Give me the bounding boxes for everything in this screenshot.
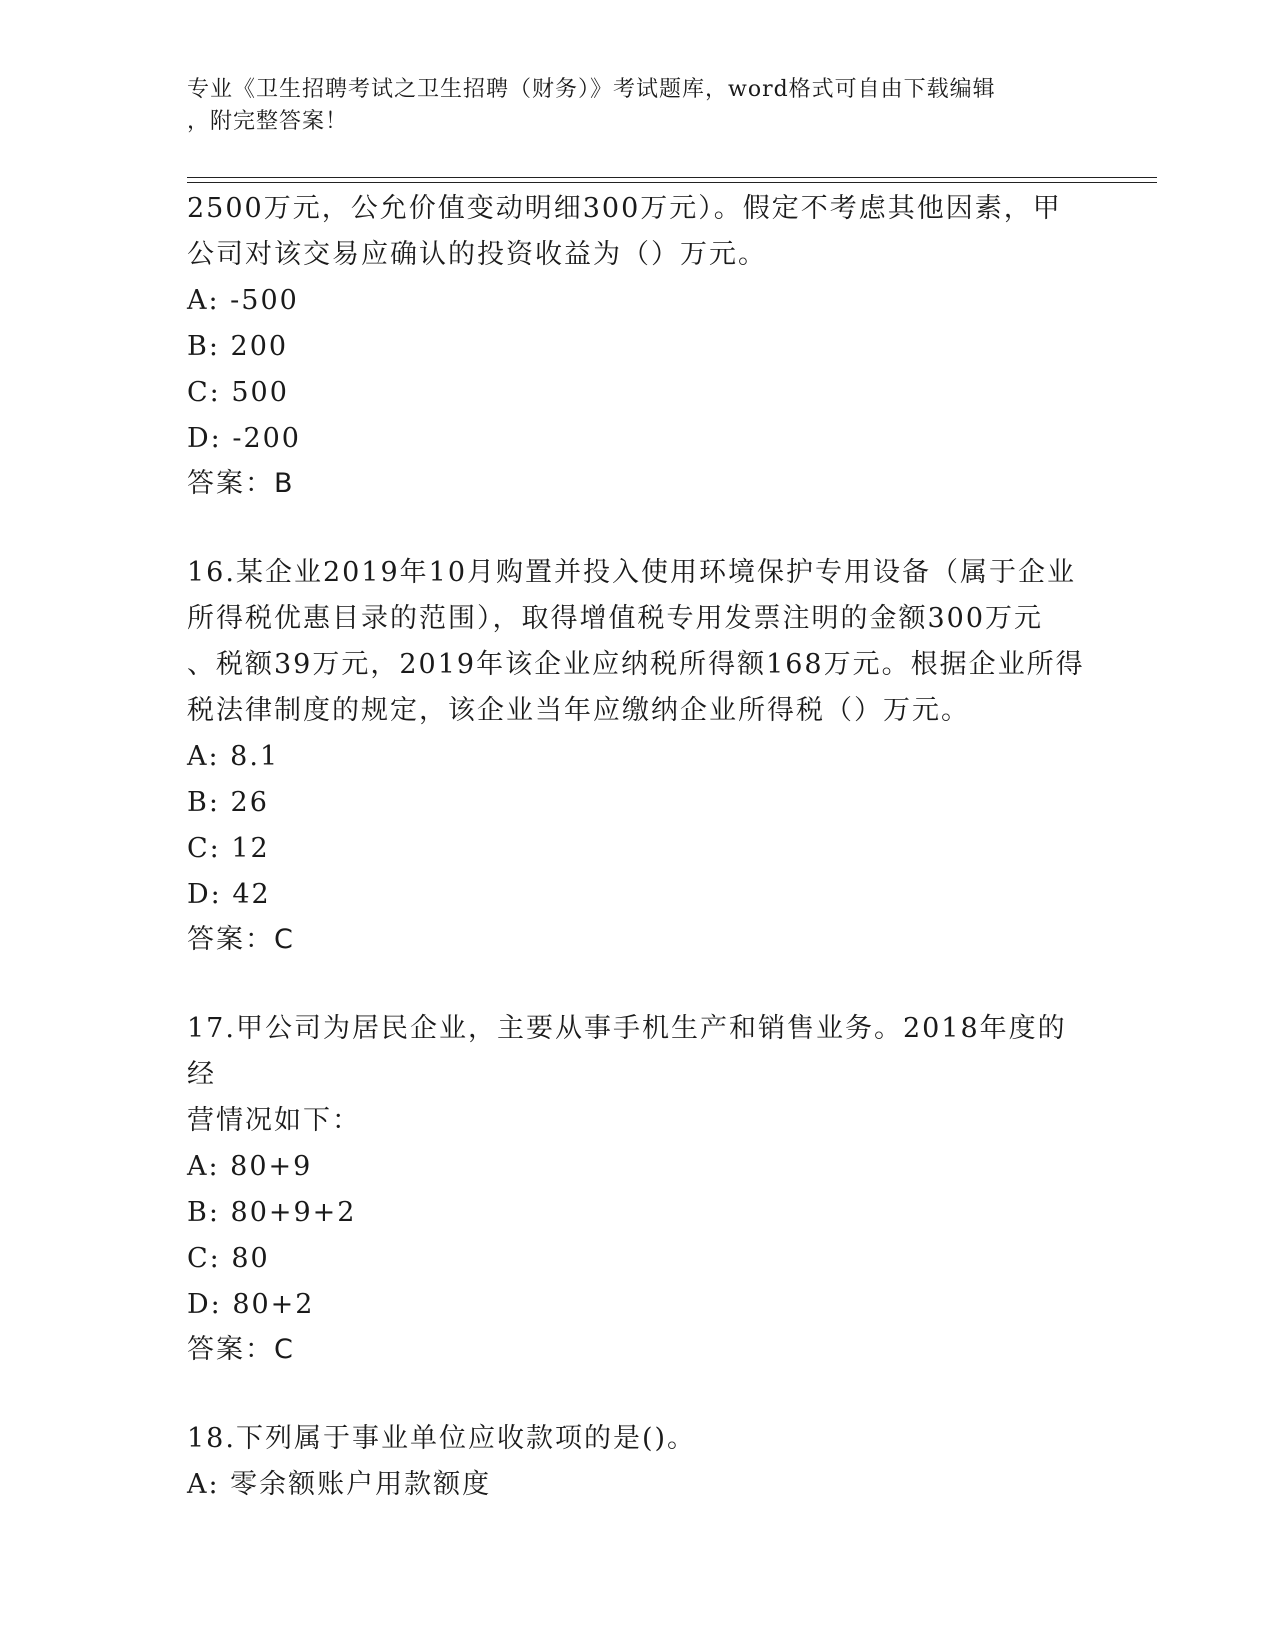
question-stem-line: 、税额39万元，2019年该企业应纳税所得额168万元。根据企业所得 (187, 649, 1085, 680)
spacer (187, 1372, 1087, 1416)
option-c: C: 12 (187, 833, 270, 864)
question-17 (187, 1006, 1087, 1372)
question-18 (187, 1416, 1087, 1508)
question-stem-line: 17.甲公司为居民企业，主要从事手机生产和销售业务。2018年度的经 (187, 1013, 1067, 1090)
option-d: D: -200 (187, 423, 301, 454)
question-stem-line: 营情况如下： (187, 1105, 361, 1136)
option-a: A: 80+9 (187, 1151, 313, 1182)
question-list (187, 186, 1087, 1508)
option-a: A: -500 (187, 285, 299, 316)
option-b: B: 26 (187, 787, 269, 818)
spacer (187, 962, 1087, 1006)
answer: 答案：B (187, 468, 295, 499)
question-stem-line: 公司对该交易应确认的投资收益为（）万元。 (187, 239, 767, 270)
document-header (187, 74, 1067, 138)
spacer (187, 506, 1087, 550)
question-stem-line: 所得税优惠目录的范围），取得增值税专用发票注明的金额300万元 (187, 603, 1044, 634)
question-stem-line: 税法律制度的规定，该企业当年应缴纳企业所得税（）万元。 (187, 695, 970, 726)
option-a: A: 8.1 (187, 741, 280, 772)
header-line-2: ，附完整答案！ (187, 109, 349, 134)
header-divider-top (187, 177, 1157, 178)
option-c: C: 80 (187, 1243, 270, 1274)
option-a: A: 零余额账户用款额度 (187, 1469, 492, 1500)
question-stem-line: 18.下列属于事业单位应收款项的是()。 (187, 1423, 697, 1454)
answer: 答案：C (187, 1334, 295, 1365)
question-16 (187, 550, 1087, 962)
option-d: D: 80+2 (187, 1289, 315, 1320)
answer: 答案：C (187, 924, 295, 955)
question-stem-line: 2500万元，公允价值变动明细300万元）。假定不考虑其他因素，甲 (187, 193, 1062, 224)
question-stem-line: 16.某企业2019年10月购置并投入使用环境保护专用设备（属于企业 (187, 557, 1077, 588)
option-b: B: 80+9+2 (187, 1197, 357, 1228)
option-b: B: 200 (187, 331, 289, 362)
header-divider-bottom (187, 182, 1157, 183)
option-c: C: 500 (187, 377, 289, 408)
header-line-1: 专业《卫生招聘考试之卫生招聘（财务）》考试题库，word格式可自由下载编辑 (187, 77, 996, 102)
option-d: D: 42 (187, 879, 271, 910)
question-15 (187, 186, 1087, 506)
